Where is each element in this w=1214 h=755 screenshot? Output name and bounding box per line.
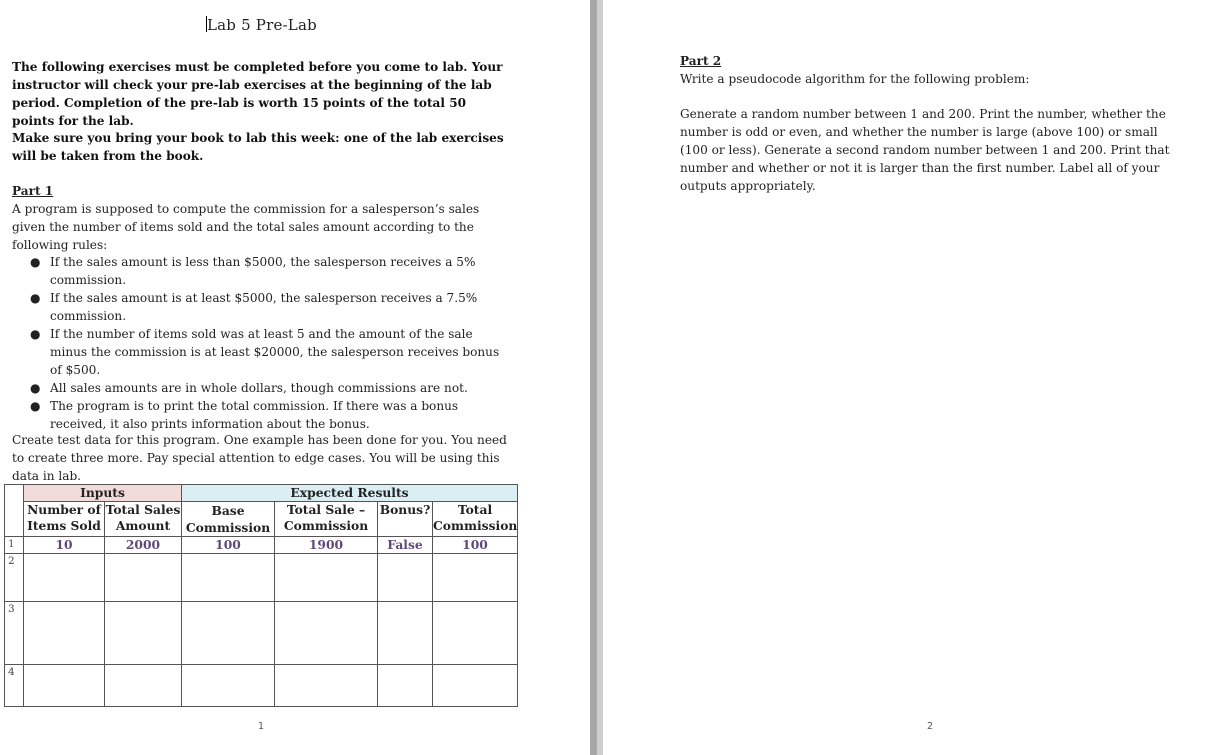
inputs-group-header: Inputs (24, 485, 182, 502)
book-note-paragraph: Make sure you bring your book to lab this week: one of the lab exercises will be taken from the book. (12, 131, 504, 163)
row-number: 3 (5, 601, 24, 664)
rule-item: ● If the sales amount is at least $5000, the salesperson receives a 7.5% commission. (30, 291, 478, 323)
part1-heading: Part 1 (12, 184, 54, 198)
column-header-base-commission: Base Commission (182, 502, 275, 537)
table-cell[interactable] (275, 664, 378, 706)
table-cell[interactable]: 100 (182, 537, 275, 554)
expected-results-group-header: Expected Results (182, 485, 518, 502)
bullet-icon: ● (30, 399, 41, 413)
table-cell[interactable] (182, 553, 275, 601)
page-number: 1 (258, 721, 265, 732)
page-number: 2 (927, 721, 934, 732)
table-cell[interactable] (433, 601, 518, 664)
bullet-icon: ● (30, 255, 41, 269)
table-cell[interactable] (275, 601, 378, 664)
column-header-sale-minus-commission: Total Sale – Commission (275, 502, 378, 537)
page-gutter (590, 0, 597, 755)
part1-description: A program is supposed to compute the commission for a salesperson’s sales given the number of items sold and the total sales amount according to the following rules: (12, 202, 480, 252)
table-cell[interactable] (105, 664, 182, 706)
document-page-2 (603, 0, 1214, 755)
rule-item: ● The program is to print the total commission. If there was a bonus received, it also prints information about the bonus. (30, 399, 459, 431)
document-page-1 (0, 0, 590, 755)
table-cell[interactable] (433, 553, 518, 601)
table-cell[interactable] (24, 553, 105, 601)
table-cell[interactable] (105, 553, 182, 601)
table-cell[interactable] (378, 664, 433, 706)
bullet-icon: ● (30, 381, 41, 395)
table-cell[interactable] (24, 601, 105, 664)
table-cell[interactable]: False (378, 537, 433, 554)
table-cell[interactable]: 2000 (105, 537, 182, 554)
rule-item: ● If the number of items sold was at least 5 and the amount of the sale minus the commission is at least $20000, the salesperson receives bonus of $500. (30, 327, 500, 377)
part2-heading: Part 2 (680, 54, 722, 68)
intro-paragraph: The following exercises must be completed before you come to lab. Your instructor will check your pre-lab exercises at the beginning of the lab period. Completion of the pre-lab is worth 15 points of the total 50 points for the lab. (12, 60, 503, 128)
table-cell[interactable] (105, 601, 182, 664)
bullet-icon: ● (30, 327, 41, 341)
row-number: 1 (5, 537, 24, 554)
table-cell[interactable] (182, 664, 275, 706)
part2-problem: Generate a random number between 1 and 200. Print the number, whether the number is odd or even, and whether the number is large (above 100) or small (100 or less). Generate a second random number between 1 and 200. Print that number and whether or not it is larger than the first number. Label all of your outputs appropriately. (680, 107, 1170, 193)
rule-item: ● All sales amounts are in whole dollars, though commissions are not. (30, 381, 468, 395)
test-data-instructions: Create test data for this program. One example has been done for you. You need to create three more. Pay special attention to edge cases. You will be using this data in lab. (12, 433, 507, 483)
table-cell[interactable] (433, 664, 518, 706)
table-cell[interactable]: 1900 (275, 537, 378, 554)
test-data-table (4, 484, 518, 707)
table-cell[interactable] (182, 601, 275, 664)
column-header-total-commission: Total Commission (433, 502, 518, 537)
rules-list (30, 253, 510, 433)
table-cell[interactable] (24, 664, 105, 706)
rule-item: ● If the sales amount is less than $5000, the salesperson receives a 5% commission. (30, 255, 476, 287)
table-cell[interactable]: 10 (24, 537, 105, 554)
part2-intro: Write a pseudocode algorithm for the following problem: (680, 72, 1030, 86)
bullet-icon: ● (30, 291, 41, 305)
column-header-total-sales: Total Sales Amount (105, 502, 182, 537)
corner-cell (5, 502, 24, 537)
column-header-bonus: Bonus? (378, 502, 433, 537)
row-number: 2 (5, 553, 24, 601)
table-cell[interactable] (378, 553, 433, 601)
table-cell[interactable] (275, 553, 378, 601)
column-header-items-sold: Number of Items Sold (24, 502, 105, 537)
page-title[interactable]: Lab 5 Pre-Lab (207, 16, 317, 34)
row-number: 4 (5, 664, 24, 706)
table-cell[interactable]: 100 (433, 537, 518, 554)
corner-cell (5, 485, 24, 502)
table-cell[interactable] (378, 601, 433, 664)
